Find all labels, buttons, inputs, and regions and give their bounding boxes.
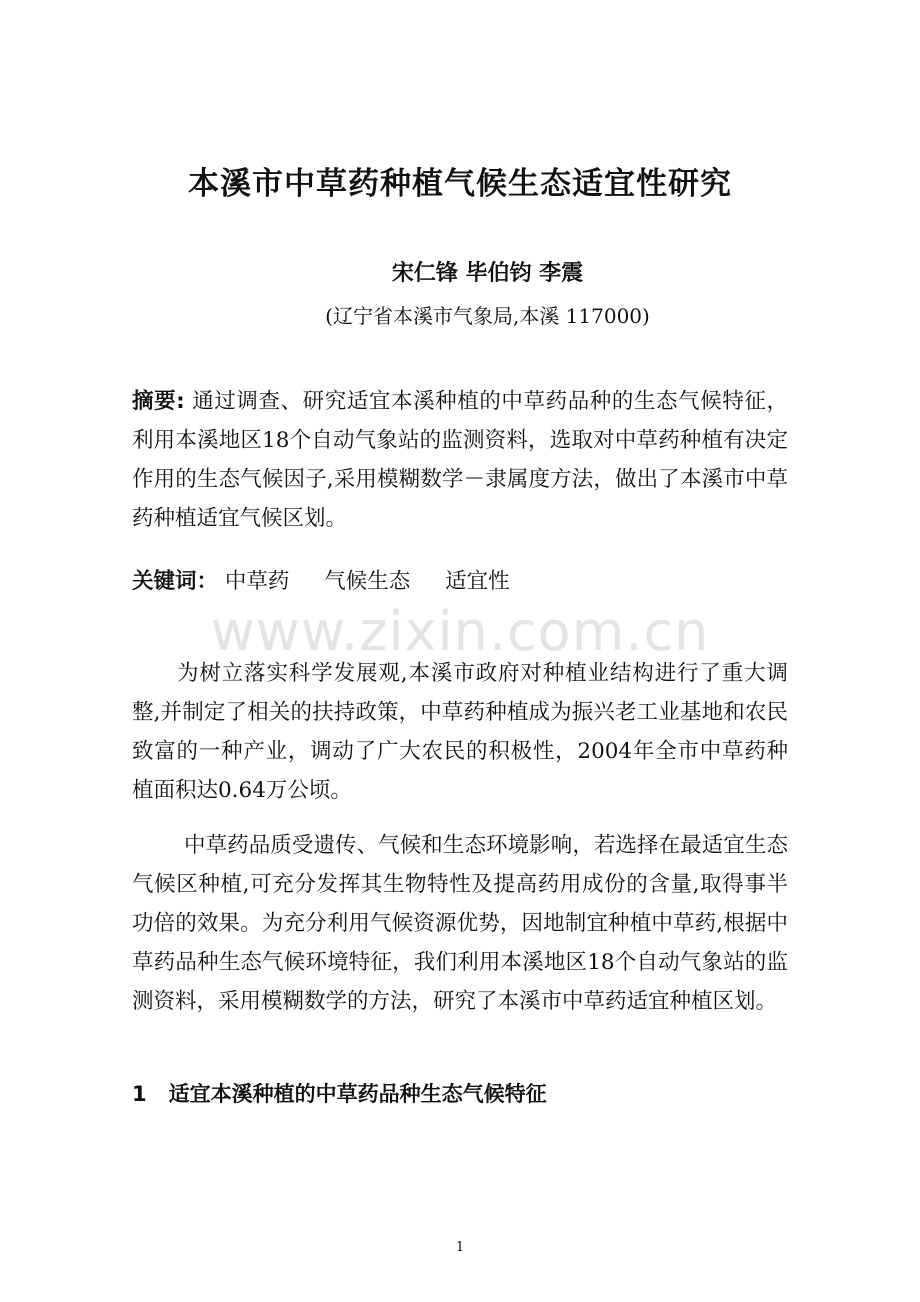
affiliation: (辽宁省本溪市气象局,本溪 117000)	[325, 304, 650, 328]
page-number: 1	[455, 1240, 465, 1255]
section-number: 1	[132, 1082, 147, 1106]
watermark: www.zixin.com.cn	[210, 600, 710, 663]
keyword: 中草药	[224, 569, 290, 594]
keyword: 气候生态	[324, 569, 411, 594]
abstract	[132, 382, 788, 538]
body-paragraph: 中草药品质受遗传、气候和生态环境影响，若选择在最适宜生态气候区种植,可充分发挥其生物特性及提高药用成份的含量,取得事半功倍的效果。为充分利用气候资源优势，因地制宜种植中草药,根据中草药品种生态气候环境特征，我们利用本溪地区18个自动气象站的监测资料，采用模糊数学的方法，研究了本溪市中草药适宜种植区划。	[132, 833, 788, 1014]
authors: 宋仁锋 毕伯钧 李震	[391, 261, 584, 286]
section-heading	[132, 1078, 547, 1108]
paper-title: 本溪市中草药种植气候生态适宜性研究	[188, 166, 732, 202]
keyword: 适宜性	[445, 569, 510, 594]
body-paragraph: 为树立落实科学发展观,本溪市政府对种植业结构进行了重大调整,并制定了相关的扶持政策，中草药种植成为振兴老工业基地和农民致富的一种产业，调动了广大农民的积极性，2004年全市中草药种植面积达0.64万公顷。	[132, 661, 788, 803]
keywords	[132, 562, 788, 601]
abstract-text: 通过调查、研究适宜本溪种植的中草药品种的生态气候特征，利用本溪地区18个自动气象站的监测资料，选取对中草药种植有决定作用的生态气候因子,采用模糊数学－隶属度方法，做出了本溪市中草药种植适宜气候区划。	[132, 389, 788, 531]
keywords-label: 关键词：	[132, 569, 219, 594]
abstract-label: 摘要:	[132, 389, 185, 414]
section-title: 适宜本溪种植的中草药品种生态气候特征	[168, 1082, 547, 1106]
